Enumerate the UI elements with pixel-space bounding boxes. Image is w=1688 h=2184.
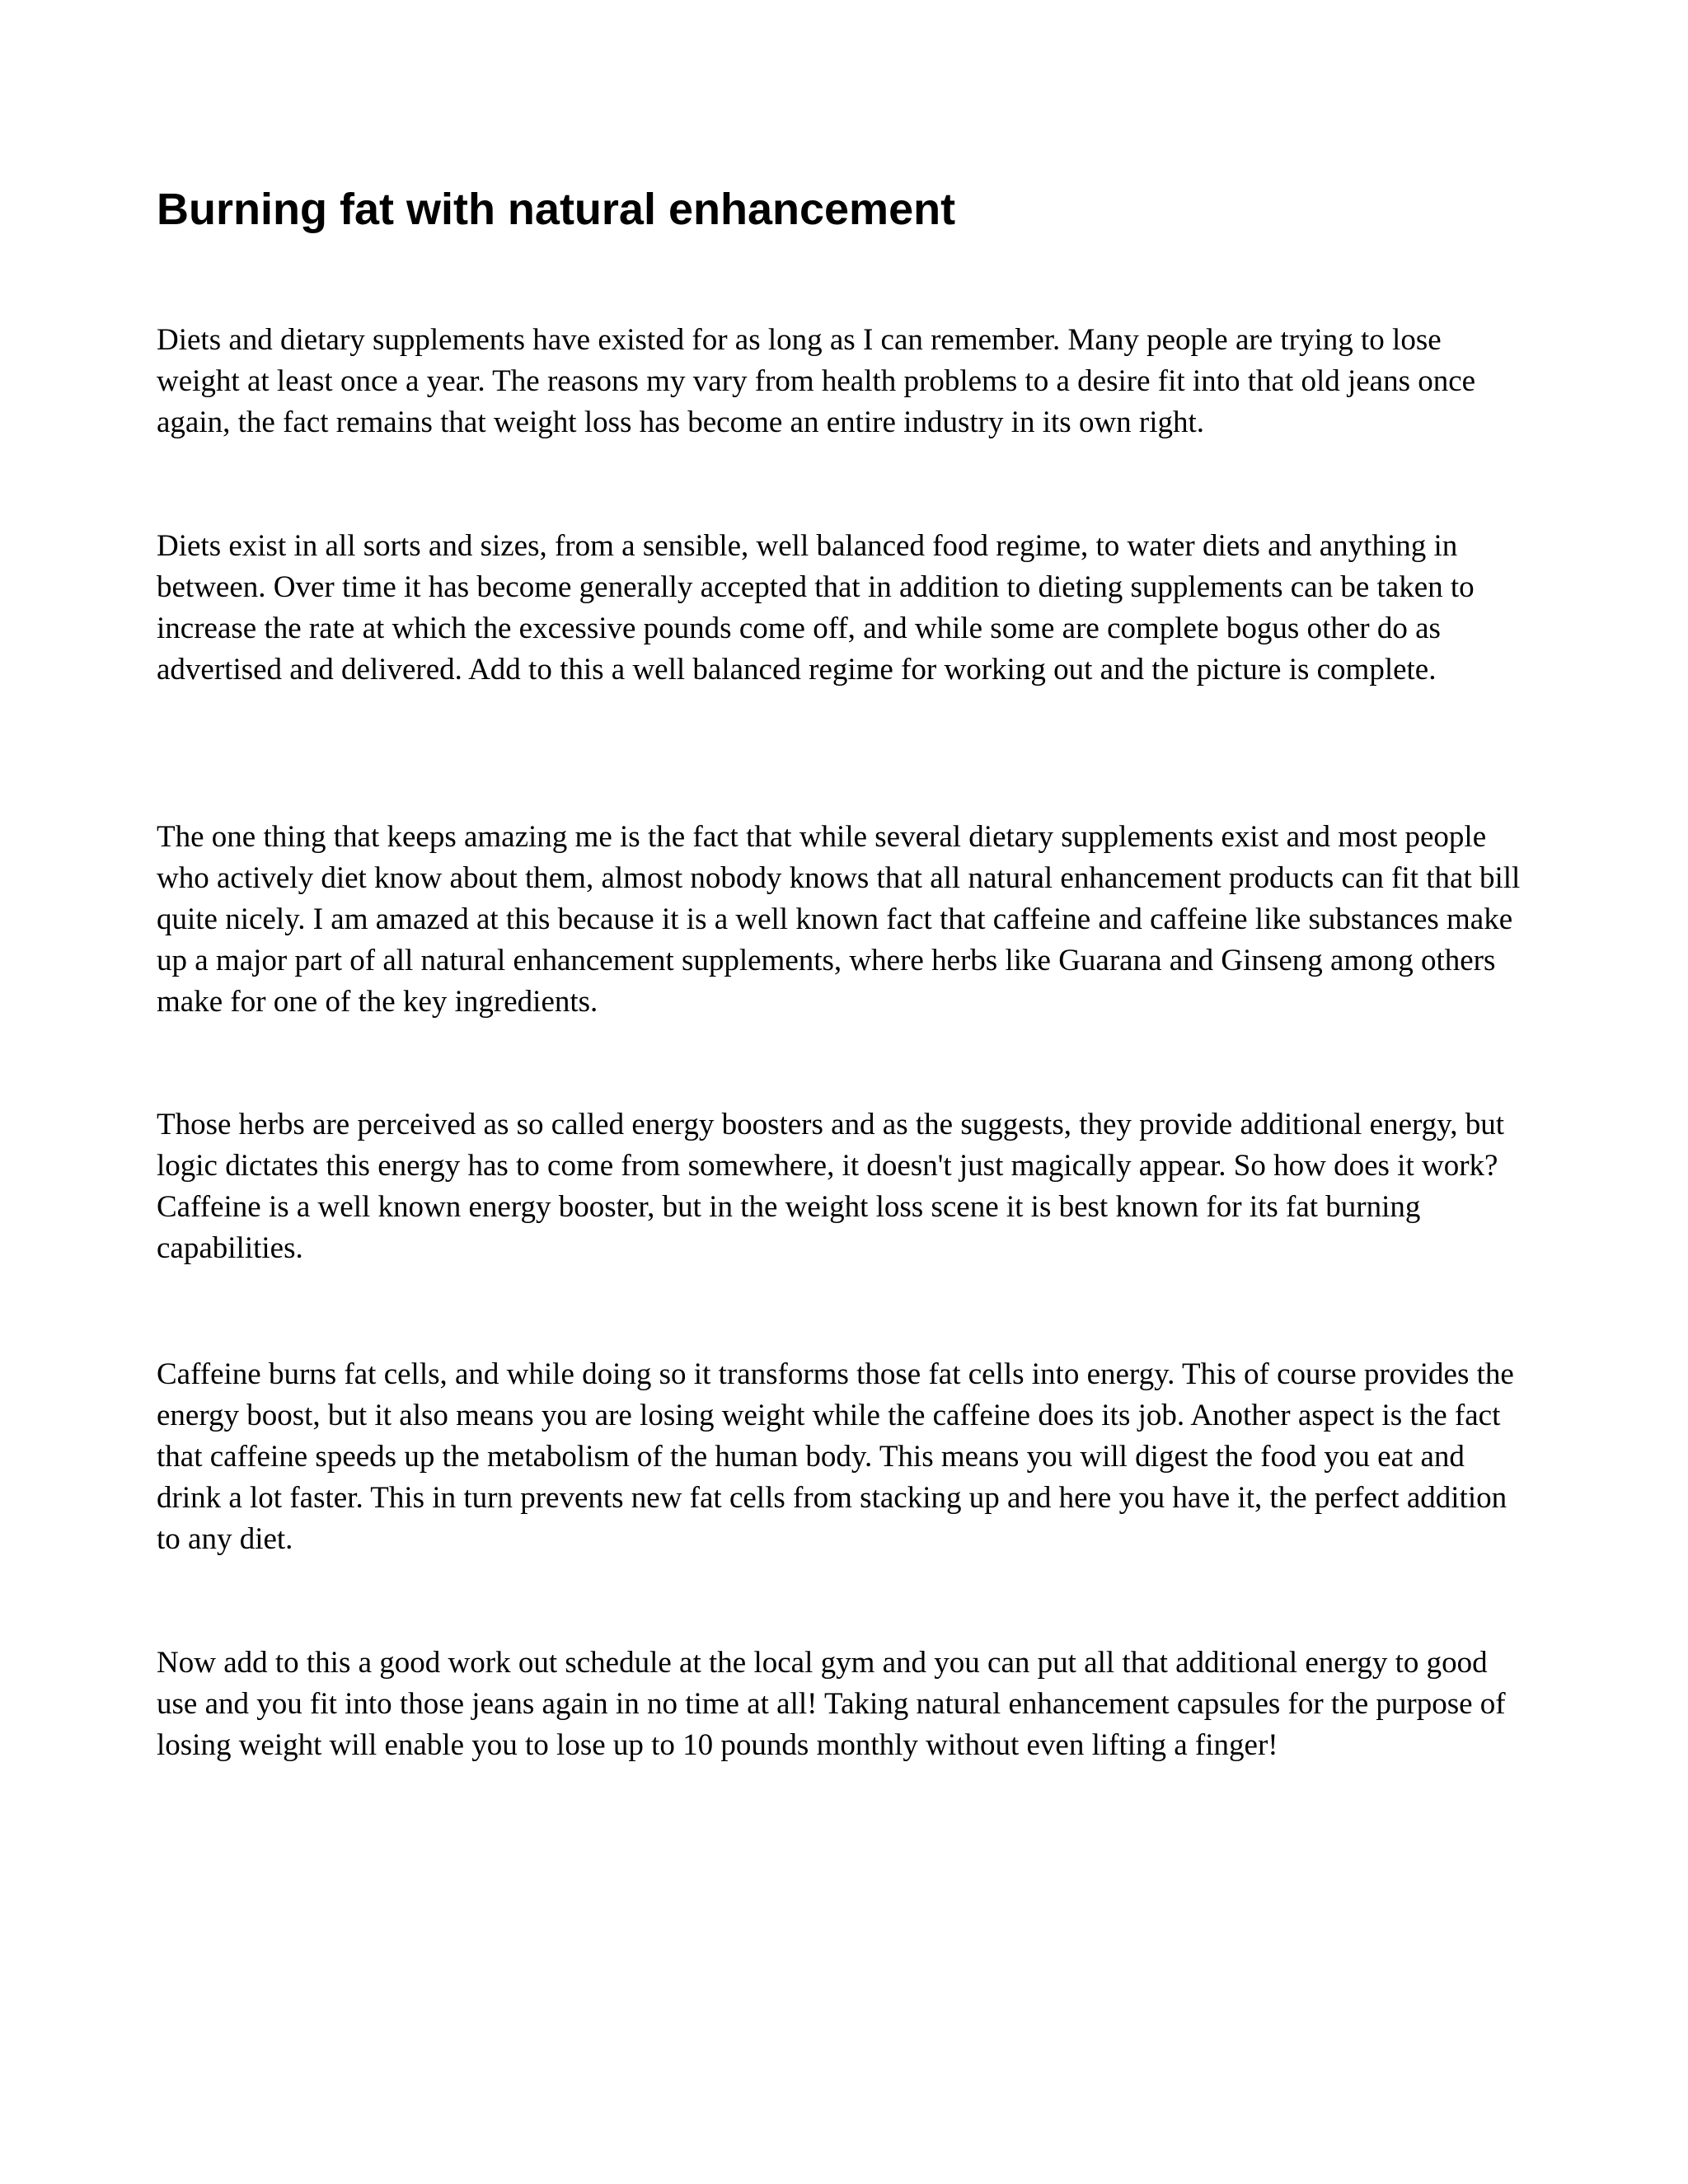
paragraph-2: Diets exist in all sorts and sizes, from a sensible, well balanced food regime, to water diets and anything in between. Over time it has become generally accepted that in addition to dieting supplements can be taken to increase the rate at which the excessive pounds come off, and while some are complete bogus other do as advertised and delivered. Add to this a well balanced regime for working out and the picture is complete. [157,529,1475,687]
paragraph-5: Caffeine burns fat cells, and while doing so it transforms those fat cells into energy. This of course provides the energy boost, but it also means you are losing weight while the caffeine does its job. Another aspect is the fact that caffeine speeds up the metabolism of the human body. This means you will digest the food you eat and drink a lot faster. This in turn prevents new fat cells from stacking up and here you have it, the perfect addition to any diet. [157,1357,1514,1556]
paragraph-3: The one thing that keeps amazing me is the fact that while several dietary supplements exist and most people who actively diet know about them, almost nobody knows that all natural enhancement products can fit that bill quite nicely. I am amazed at this because it is a well known fact that caffeine and caffeine like substances make up a major part of all natural enhancement supplements, where herbs like Guarana and Ginseng among others make for one of the key ingredients. [157,820,1521,1019]
paragraph-4: Those herbs are perceived as so called energy boosters and as the suggests, they provide additional energy, but logic dictates this energy has to come from somewhere, it doesn't just magically appear. So how does it work? Caffeine is a well known energy booster, but in the weight loss scene it is best known for its fat burning capabilities. [157,1108,1505,1265]
document-title: Burning fat with natural enhancement [157,185,956,234]
paragraph-1: Diets and dietary supplements have existed for as long as I can remember. Many people are trying to lose weight at least once a year. The reasons my vary from health problems to a desire fit into that old jeans once again, the fact remains that weight loss has become an entire industry in its own right. [157,323,1476,439]
paragraph-6: Now add to this a good work out schedule at the local gym and you can put all that additional energy to good use and you fit into those jeans again in no time at all! Taking natural enhancement capsules for the purpose of losing weight will enable you to lose up to 10 pounds monthly without even lifting a finger! [157,1646,1506,1762]
